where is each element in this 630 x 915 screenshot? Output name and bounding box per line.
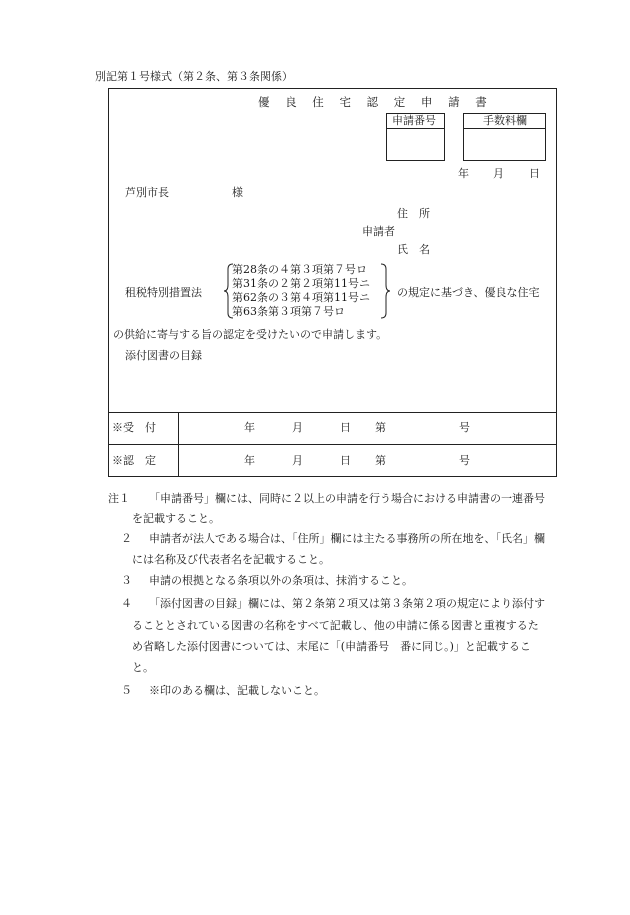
reception-dai: 第 bbox=[375, 421, 386, 434]
note-3-line-1: 申請の根拠となる条項以外の条項は、抹消すること。 bbox=[149, 574, 413, 587]
date-day: 日 bbox=[529, 167, 540, 180]
application-number-divider bbox=[387, 128, 444, 129]
certification-label: ※認 定 bbox=[112, 454, 156, 467]
reception-day: 日 bbox=[340, 421, 351, 434]
note-4-number: ４ bbox=[121, 597, 132, 610]
article-2: 第31条の２第２項第11号ニ bbox=[232, 277, 370, 290]
right-brace-icon bbox=[379, 263, 391, 319]
name-label: 氏 名 bbox=[397, 243, 430, 256]
application-number-label: 申請番号 bbox=[392, 114, 436, 127]
body-line-2: の供給に寄与する旨の認定を受けたいので申請します。 bbox=[113, 328, 388, 341]
certification-month: 月 bbox=[292, 454, 303, 467]
law-name: 租税特別措置法 bbox=[125, 286, 202, 299]
addressee-suffix: 様 bbox=[232, 186, 243, 199]
article-1: 第28条の４第３項第７号ロ bbox=[232, 263, 367, 276]
form-title: 優 良 住 宅 認 定 申 請 書 bbox=[258, 95, 493, 109]
reception-year: 年 bbox=[244, 421, 255, 434]
note-2-line-2: には名称及び代表者名を記載すること。 bbox=[132, 553, 330, 566]
article-3: 第62条の３第４項第11号ニ bbox=[232, 291, 370, 304]
row-label-divider bbox=[178, 412, 179, 477]
fee-divider bbox=[464, 128, 545, 129]
note-4-line-3: め省略した添付図書については、末尾に「(申請番号 番に同じ。)」と記載するこ bbox=[132, 640, 531, 653]
attachments-label: 添付図書の目録 bbox=[125, 349, 202, 362]
date-month: 月 bbox=[493, 167, 504, 180]
note-2-number: ２ bbox=[121, 532, 132, 545]
note-4-line-1: 「添付図書の目録」欄には、第２条第２項又は第３条第２項の規定により添付す bbox=[149, 597, 545, 610]
reception-month: 月 bbox=[292, 421, 303, 434]
note-5-line-1: ※印のある欄は、記載しないこと。 bbox=[149, 684, 325, 697]
row-divider-middle bbox=[108, 444, 557, 445]
fee-label: 手数料欄 bbox=[483, 114, 527, 127]
form-number-label: 別記第１号様式（第２条、第３条関係） bbox=[95, 70, 293, 83]
body-line-1: の規定に基づき、優良な住宅 bbox=[397, 286, 540, 299]
date-year: 年 bbox=[458, 167, 469, 180]
note-1-line-2: を記載すること。 bbox=[132, 512, 220, 525]
note-3-number: ３ bbox=[121, 574, 132, 587]
note-2-line-1: 申請者が法人である場合は、「住所」欄には主たる事務所の所在地を、「氏名」欄 bbox=[149, 532, 545, 545]
certification-year: 年 bbox=[244, 454, 255, 467]
addressee: 芦別市長 bbox=[125, 186, 169, 199]
address-label: 住 所 bbox=[397, 207, 430, 220]
applicant-label: 申請者 bbox=[362, 225, 395, 238]
certification-dai: 第 bbox=[375, 454, 386, 467]
row-divider-top bbox=[108, 412, 557, 413]
note-4-line-4: と。 bbox=[132, 661, 154, 674]
article-4: 第63条第３項第７号ロ bbox=[232, 305, 345, 318]
note-1-line-1: 「申請番号」欄には、同時に２以上の申請を行う場合における申請書の一連番号 bbox=[149, 492, 545, 505]
note-4-line-2: ることとされている図書の名称をすべて記載し、他の申請に係る図書と重複するた bbox=[132, 619, 539, 632]
reception-label: ※受 付 bbox=[112, 421, 156, 434]
note-1-prefix: 注１ bbox=[108, 492, 130, 505]
reception-go: 号 bbox=[459, 421, 470, 434]
certification-day: 日 bbox=[340, 454, 351, 467]
note-5-number: ５ bbox=[121, 684, 132, 697]
certification-go: 号 bbox=[459, 454, 470, 467]
